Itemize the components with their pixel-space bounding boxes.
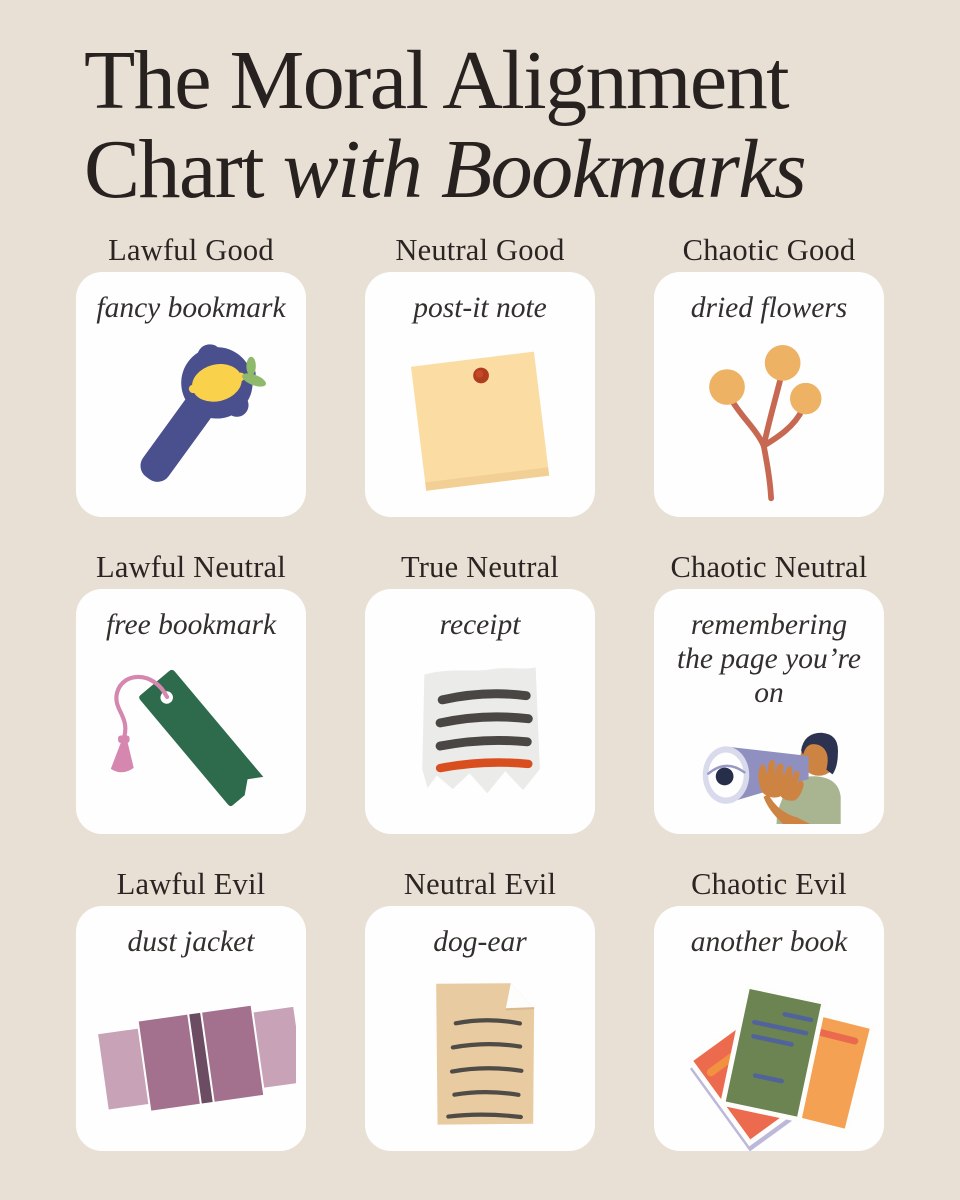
card-caption: remembering the page you’re on bbox=[676, 609, 862, 709]
alignment-label: Neutral Good bbox=[395, 233, 565, 268]
alignment-label: Neutral Evil bbox=[403, 867, 557, 902]
card-caption: free bookmark bbox=[105, 609, 277, 642]
cell-chaotic-good bbox=[654, 228, 884, 517]
card-caption: another book bbox=[690, 926, 848, 959]
cell-neutral-evil bbox=[365, 862, 595, 1151]
card-chaotic-neutral bbox=[654, 589, 884, 834]
alignment-label: Chaotic Neutral bbox=[670, 550, 868, 585]
card-chaotic-evil bbox=[654, 906, 884, 1151]
post-it-note-icon bbox=[365, 326, 595, 517]
alignment-label: Chaotic Good bbox=[682, 233, 856, 268]
book-pile-icon bbox=[654, 960, 884, 1151]
card-lawful-neutral bbox=[76, 589, 306, 834]
cell-chaotic-neutral bbox=[654, 545, 884, 834]
card-caption: dog-ear bbox=[433, 926, 527, 959]
cell-lawful-neutral bbox=[76, 545, 306, 834]
alignment-grid bbox=[76, 228, 960, 1151]
dust-jacket-icon bbox=[76, 960, 306, 1151]
card-caption: fancy bookmark bbox=[96, 292, 286, 325]
cell-lawful-evil bbox=[76, 862, 306, 1151]
title-line2-italic: with Bookmarks bbox=[282, 123, 806, 217]
cell-chaotic-evil bbox=[654, 862, 884, 1151]
fancy-bookmark-icon bbox=[76, 326, 306, 517]
cell-lawful-good bbox=[76, 228, 306, 517]
cell-neutral-good bbox=[365, 228, 595, 517]
card-caption: dried flowers bbox=[690, 292, 848, 325]
cell-true-neutral bbox=[365, 545, 595, 834]
card-chaotic-good bbox=[654, 272, 884, 517]
alignment-label: Lawful Evil bbox=[116, 867, 266, 902]
card-neutral-good bbox=[365, 272, 595, 517]
card-caption: dust jacket bbox=[127, 926, 255, 959]
title-line1: The Moral Alignment bbox=[84, 34, 789, 127]
alignment-label: Lawful Good bbox=[108, 233, 274, 268]
dog-ear-page-icon bbox=[365, 960, 595, 1151]
card-lawful-good bbox=[76, 272, 306, 517]
receipt-icon bbox=[365, 643, 595, 834]
free-bookmark-icon bbox=[76, 643, 306, 834]
card-caption: post-it note bbox=[413, 292, 547, 325]
title-line2-regular: Chart bbox=[84, 123, 283, 217]
page-title bbox=[84, 34, 960, 217]
alignment-label: True Neutral bbox=[401, 550, 559, 585]
card-lawful-evil bbox=[76, 906, 306, 1151]
card-caption: receipt bbox=[439, 609, 521, 642]
card-true-neutral bbox=[365, 589, 595, 834]
telescope-person-icon bbox=[654, 711, 884, 834]
card-neutral-evil bbox=[365, 906, 595, 1151]
alignment-label: Chaotic Evil bbox=[691, 867, 847, 902]
alignment-label: Lawful Neutral bbox=[96, 550, 286, 585]
dried-flowers-icon bbox=[654, 326, 884, 517]
